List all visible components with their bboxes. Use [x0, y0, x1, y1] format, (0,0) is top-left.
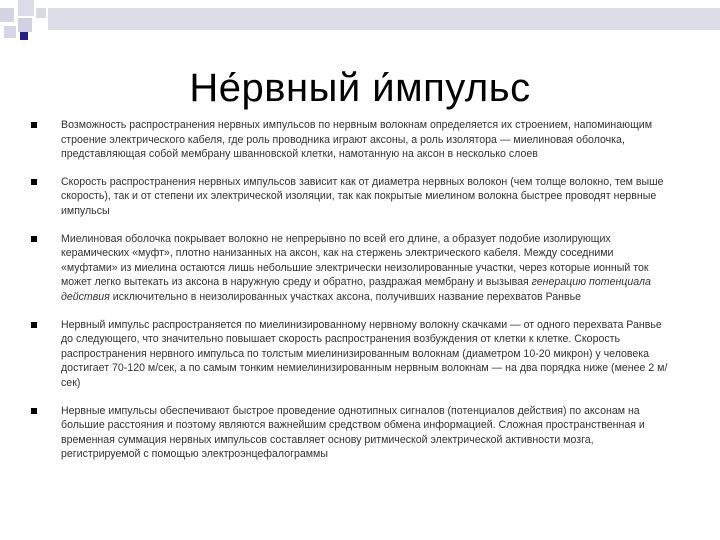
slide-title: Не́рвный и́мпульс — [189, 66, 531, 110]
bullet-text-part: Миелиновая оболочка покрывает волокно не непрерывно по всей его длине, а образует подобие изолирующих керамических «муфт», плотно нанизанных на аксон, как на стержень электрического кабеля. Между соседними «муфтами» из миелина остаются лишь небольшие электрически неизолированные участки, через которые ионный ток может легко вытекать из аксона в наружную среду и обратно, раздражая мембрану и вызывая — [61, 232, 649, 289]
header-decoration — [0, 0, 720, 60]
bullet-text-italic: генерацию потенциала действия — [61, 276, 651, 303]
bullet-square-icon — [31, 236, 37, 242]
bullet-item — [28, 318, 668, 391]
bullet-list — [28, 118, 668, 462]
bullet-square-icon — [31, 408, 37, 414]
bullet-square-icon — [31, 179, 37, 185]
deco-square — [18, 0, 34, 16]
bullet-text: Скорость распространения нервных импульсов зависит как от диаметра нервных волокон (чем толще волокно, тем выше скорость), так и от степени их электрической изоляции, так как покрытые миелином волокна быстрее проводят нервные импульсы — [61, 175, 664, 217]
bullet-text: Нервные импульсы обеспечивают быстрое проведение однотипных сигналов (потенциалов действия) по аксонам на большие расстояния и поэтому являются важнейшим средством обмена информацией. Сложная пространственная и временная суммация нервных импульсов составляет основу ритмической электрической активности мозга, регистрируемой с помощью электроэнцефалограммы — [61, 404, 645, 461]
bullet-text — [61, 233, 651, 303]
deco-square-accent — [20, 32, 28, 40]
bullet-square-icon — [31, 122, 37, 128]
bullet-item — [28, 232, 668, 305]
bullet-square-icon — [31, 322, 37, 328]
bullet-text: Возможность распространения нервных импульсов по нервным волокнам определяется их строением, напоминающим строение электрического кабеля, где роль проводника играют аксоны, а роль изолятора — миелиновая оболочка, представляющая собой мембрану шванновской клетки, намотанную на аксон в несколько слоев — [61, 119, 653, 161]
header-band — [48, 8, 720, 30]
bullet-text: Нервный импульс распространяется по миелинизированному нервному волокну скачками — от одного перехвата Ранвье до следующего, что значительно повышает скорость распространения возбуждения от клетки к клетке. Скорость распространения нервного импульса по толстым миелинизированным волокнам (диаметром 10-20 микрон) у человека достигает 70-120 м/сек, а по самым тонким немиелинизированным нервным волокнам — на два порядка ниже (менее 2 м/сек) — [61, 318, 668, 389]
bullet-item — [28, 404, 668, 462]
deco-square — [18, 18, 32, 32]
deco-square — [0, 8, 14, 22]
bullet-item — [28, 118, 668, 162]
bullet-item — [28, 175, 668, 219]
bullet-text-part: исключительно в неизолированных участках аксона, получивших название перехватов Ранвье — [109, 290, 582, 303]
deco-square — [4, 26, 16, 38]
deco-square — [36, 8, 46, 18]
